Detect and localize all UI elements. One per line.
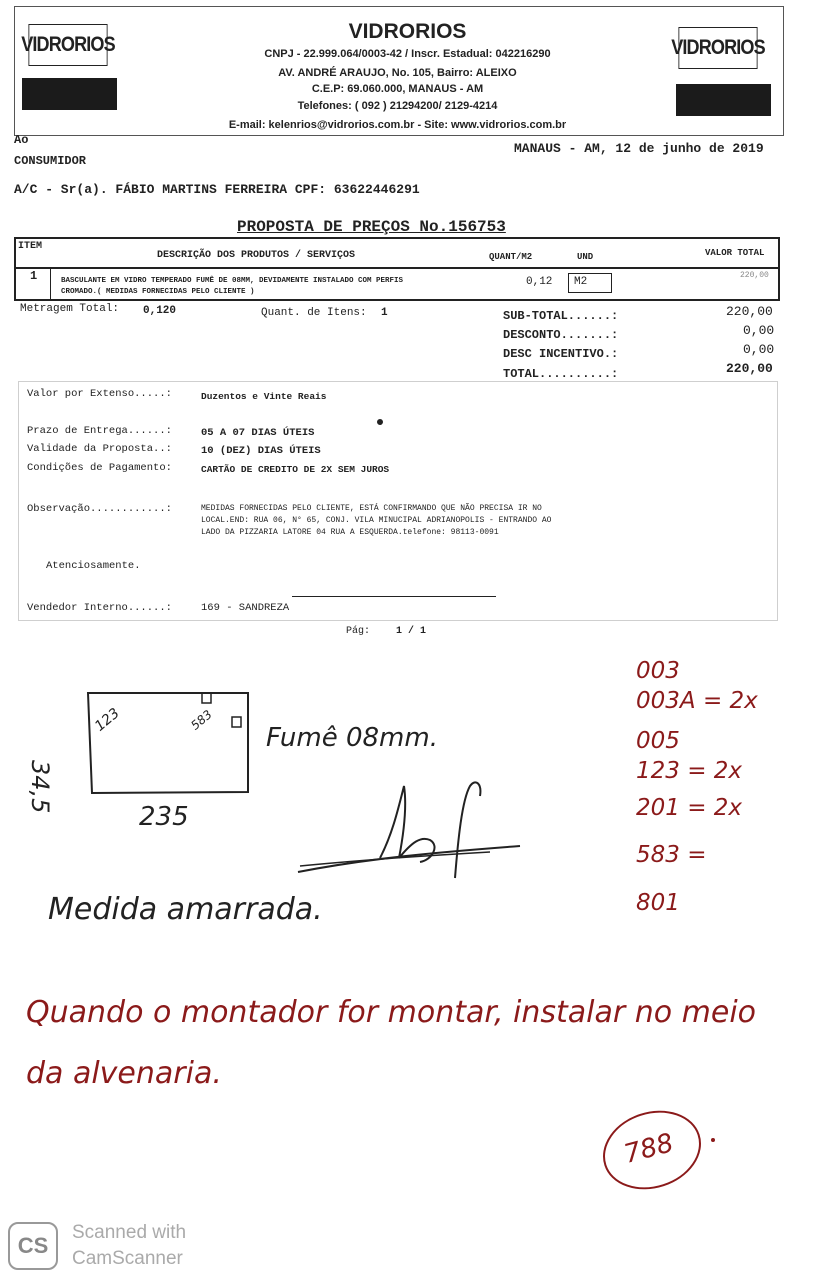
metragem-label: Metragem Total: (20, 303, 120, 315)
signature-underline (298, 846, 520, 872)
row-description-line1: BASCULANTE EM VIDRO TEMPERADO FUMÊ DE 08MM, DEVIDAMENTE INSTALADO COM PERFIS (61, 277, 404, 285)
metragem-value: 0,120 (143, 305, 177, 317)
code-item: 583 = (636, 842, 707, 868)
observacao-line1: MEDIDAS FORNECIDAS PELO CLIENTE, ESTÁ CONFIRMANDO QUE NÃO PRECISA IR NO (201, 504, 542, 513)
company-cep: C.E.P: 69.060.000, MANAUS - AM (311, 83, 484, 95)
installation-note-line2: da alvenaria. (26, 1056, 222, 1091)
col-header-quant: QUANT/M2 (489, 252, 533, 262)
camscanner-line2: CamScanner (72, 1248, 183, 1269)
page-value: 1 / 1 (396, 626, 427, 637)
vendedor-label: Vendedor Interno......: (27, 602, 172, 614)
signature (380, 782, 480, 878)
code-item: 003A = 2x (636, 688, 758, 714)
row-item-number: 1 (30, 269, 38, 283)
atenciosamente: Atenciosamente. (46, 560, 141, 572)
sketch-mark-left: 123 (91, 705, 123, 735)
observacao-line2: LOCAL.END: RUA 06, N° 65, CONJ. VILA MINUCIPAL ADRIANOPOLIS - ENTRANDO AO (201, 516, 552, 525)
col-header-description: DESCRIÇÃO DOS PRODUTOS / SERVIÇOS (157, 250, 356, 261)
logo-text: VIDRORIOS (21, 33, 115, 56)
total-value: 220,00 (726, 361, 773, 376)
hinge-mark-top (202, 693, 211, 703)
condicoes-label: Condições de Pagamento: (27, 462, 172, 474)
desconto-label: DESCONTO.......: (503, 328, 619, 342)
code-item: 005 (636, 728, 680, 754)
page-label: Pág: (346, 626, 371, 637)
observacao-line3: LADO DA PIZZARIA LATORE 04 RUA A ESQUERDA.telefone: 98113-0091 (201, 528, 499, 537)
glass-type-note: Fumê 08mm. (266, 723, 438, 753)
company-phones: Telefones: ( 092 ) 21294200/ 2129-4214 (297, 100, 498, 112)
recipient-consumidor: CONSUMIDOR (14, 154, 87, 168)
hinge-mark-right (232, 717, 241, 727)
installation-note-line1: Quando o montador for montar, instalar no meio (26, 995, 757, 1030)
quant-value: 1 (381, 307, 388, 319)
camscanner-logo-icon (8, 1222, 58, 1270)
incentivo-value: 0,00 (743, 342, 775, 357)
col-header-valor: VALOR TOTAL (705, 248, 765, 258)
company-cnpj: CNPJ - 22.999.064/0003-42 / Inscr. Estadual: 042216290 (264, 48, 551, 60)
sketch-height: 34,5 (26, 760, 54, 814)
circled-number: 788 (620, 1128, 677, 1170)
condicoes-value: CARTÃO DE CREDITO DE 2X SEM JUROS (201, 464, 390, 475)
trailing-dot (711, 1138, 715, 1142)
medida-note: Medida amarrada. (48, 892, 323, 927)
row-description-line2: CROMADO.( MEDIDAS FORNECIDAS PELO CLIENTE ) (61, 288, 255, 296)
logo-text: VIDRORIOS (671, 36, 765, 59)
company-email: E-mail: kelenrios@vidrorios.com.br - Site: www.vidrorios.com.br (228, 119, 567, 131)
sketch-width: 235 (139, 802, 189, 832)
sketch-mark-right: 583 (188, 707, 215, 733)
company-name: VIDRORIOS (348, 20, 467, 43)
proposal-date: MANAUS - AM, 12 de junho de 2019 (514, 141, 764, 156)
row-value: 220,00 (740, 271, 769, 280)
extenso-label: Valor por Extenso.....: (27, 388, 172, 400)
subtotal-label: SUB-TOTAL......: (503, 309, 619, 323)
camscanner-line1: Scanned with (72, 1222, 187, 1243)
recipient-attn: A/C - Sr(a). FÁBIO MARTINS FERREIRA CPF: 63622446291 (14, 182, 420, 197)
code-item: 801 (636, 890, 680, 916)
subtotal-value: 220,00 (726, 304, 773, 319)
desconto-value: 0,00 (743, 323, 775, 338)
row-quantity: 0,12 (526, 276, 553, 288)
code-item: 003 (636, 658, 680, 684)
col-header-und: UND (577, 252, 594, 262)
recipient-ao: Ao (14, 133, 29, 147)
row-unit: M2 (574, 276, 588, 288)
signature-underline-2 (300, 852, 490, 866)
observacao-label: Observação............: (27, 503, 172, 515)
code-item: 123 = 2x (636, 758, 743, 784)
prazo-label: Prazo de Entrega......: (27, 425, 172, 437)
validade-label: Validade da Proposta..: (27, 443, 172, 455)
total-label: TOTAL..........: (503, 367, 619, 381)
code-item: 201 = 2x (636, 795, 743, 821)
camscanner-badge: CS (17, 1233, 49, 1258)
incentivo-label: DESC INCENTIVO.: (503, 347, 619, 361)
col-header-item: ITEM (18, 241, 43, 252)
validade-value: 10 (DEZ) DIAS ÚTEIS (201, 445, 321, 457)
extenso-value: Duzentos e Vinte Reais (201, 391, 327, 402)
quant-label: Quant. de Itens: (261, 307, 367, 319)
company-address: AV. ANDRÉ ARAUJO, No. 105, Bairro: ALEIXO (278, 67, 517, 79)
prazo-value: 05 A 07 DIAS ÚTEIS (201, 427, 315, 439)
proposal-title: PROPOSTA DE PREÇOS No.156753 (237, 218, 506, 236)
vendedor-value: 169 - SANDREZA (201, 602, 290, 614)
